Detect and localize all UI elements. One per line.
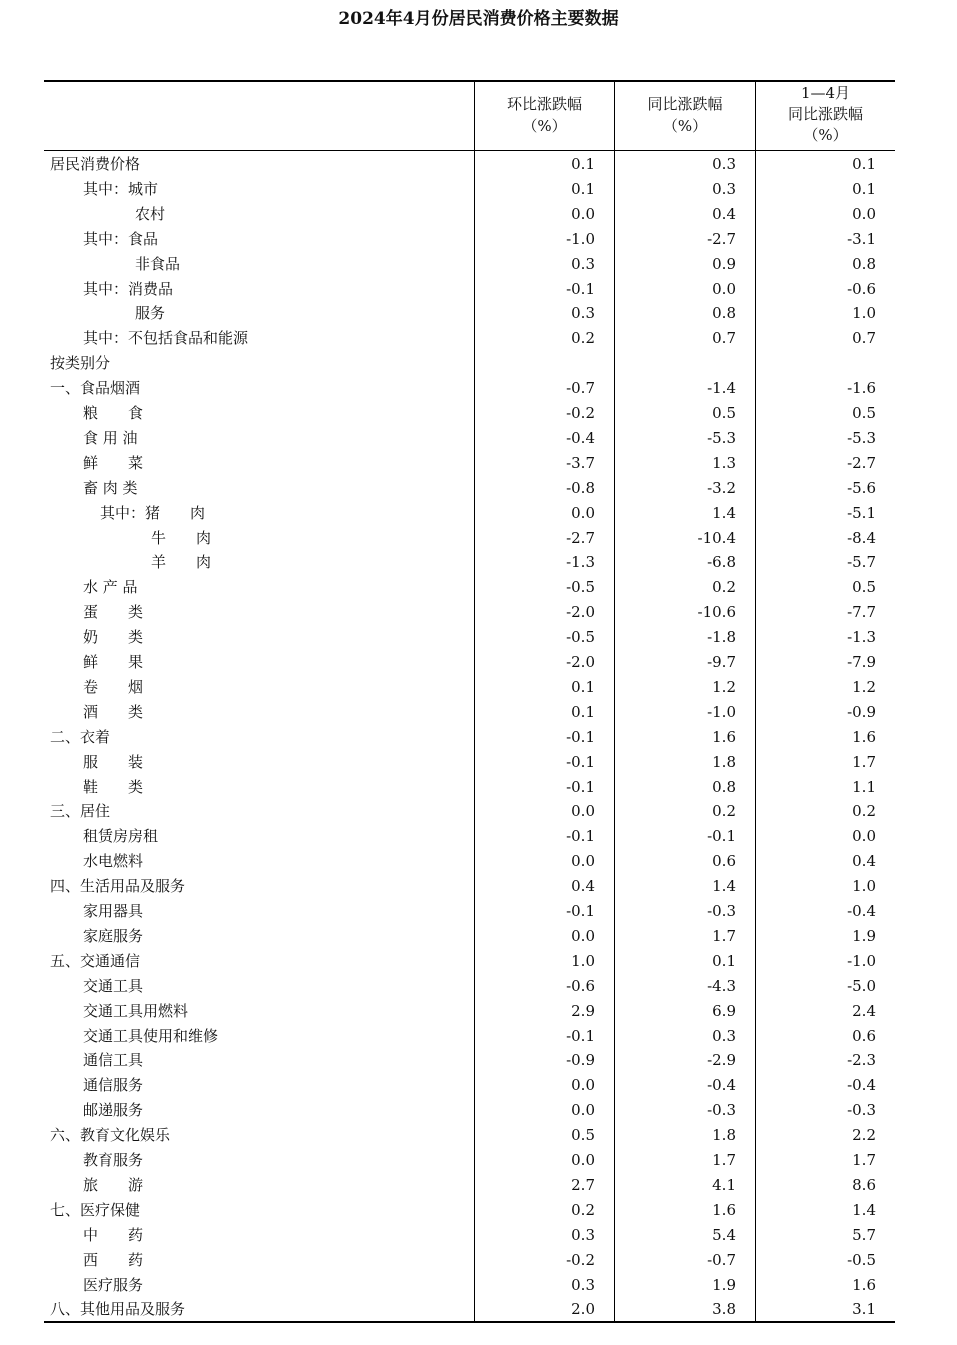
yoy-value: -2.9: [707, 1051, 736, 1070]
yoy-value: -10.4: [697, 528, 736, 547]
row-label: 通信工具: [83, 1051, 144, 1070]
yoy-value: 1.3: [712, 453, 736, 472]
table-row: [44, 451, 895, 476]
row-label: 邮递服务: [83, 1101, 144, 1120]
ytd-value: -0.5: [847, 1250, 876, 1269]
yoy-value: 0.3: [712, 179, 736, 198]
mom-value: -0.9: [566, 1051, 595, 1070]
table-row: [44, 1173, 895, 1198]
ytd-value: 1.0: [852, 877, 876, 896]
yoy-value: -3.2: [707, 478, 736, 497]
ytd-value: -1.0: [847, 951, 876, 970]
yoy-value: 0.8: [712, 777, 736, 796]
mom-value: 0.3: [571, 1225, 595, 1244]
yoy-value: 0.2: [712, 578, 736, 597]
yoy-value: 4.1: [712, 1175, 736, 1194]
ytd-value: -1.3: [847, 628, 876, 647]
mom-value: -2.0: [566, 603, 595, 622]
row-label: 医疗服务: [83, 1275, 144, 1294]
mom-value: -2.7: [566, 528, 595, 547]
ytd-value: -1.6: [847, 379, 876, 398]
row-label: 交通工具: [83, 976, 144, 995]
table-row: [44, 1148, 895, 1173]
table-header-rule: [44, 150, 895, 151]
yoy-value: 6.9: [712, 1001, 736, 1020]
ytd-value: 2.4: [852, 1001, 876, 1020]
row-label: 通信服务: [83, 1076, 144, 1095]
ytd-value: 1.6: [852, 727, 876, 746]
yoy-value: -0.3: [707, 902, 736, 920]
row-label: 农村: [135, 204, 166, 223]
ytd-value: 0.0: [852, 204, 876, 223]
row-label: 鲜 菜: [83, 453, 144, 472]
table-row: [44, 775, 895, 800]
mom-value: -0.7: [566, 379, 595, 398]
table-row: [44, 725, 895, 750]
row-label: 租赁房房租: [83, 827, 159, 846]
header-ytd-period: 1—4月: [800, 84, 851, 102]
row-label: 一、食品烟酒: [50, 379, 141, 398]
ytd-value: 0.2: [852, 802, 876, 821]
table-row: [44, 501, 895, 526]
row-label: 居民消费价格: [50, 155, 141, 173]
header-ytd-unit: （%）: [803, 126, 848, 144]
yoy-value: 1.8: [712, 1126, 736, 1145]
table-row: [44, 1123, 895, 1148]
ytd-value: 0.1: [852, 155, 876, 173]
row-label: 二、衣着: [50, 727, 111, 746]
table-row: [44, 799, 895, 824]
ytd-value: -2.7: [847, 453, 876, 472]
yoy-value: 3.8: [712, 1300, 736, 1319]
mom-value: 0.4: [571, 877, 595, 896]
row-label: 六、教育文化娱乐: [50, 1126, 171, 1145]
table-row: [44, 600, 895, 625]
table-row: [44, 974, 895, 999]
table-row: [44, 526, 895, 551]
yoy-value: -1.0: [707, 702, 736, 721]
table-row: [44, 700, 895, 725]
ytd-value: 8.6: [852, 1175, 876, 1194]
ytd-value: 1.4: [852, 1200, 876, 1219]
mom-value: -0.5: [566, 628, 595, 647]
ytd-value: -5.7: [847, 553, 876, 572]
mom-value: 0.2: [571, 329, 595, 348]
ytd-value: -0.4: [847, 902, 876, 920]
ytd-value: 0.7: [852, 329, 876, 348]
table-row: [44, 152, 895, 177]
mom-value: -1.3: [566, 553, 595, 572]
mom-value: 0.0: [571, 852, 595, 871]
row-label: 八、其他用品及服务: [50, 1300, 186, 1319]
ytd-value: 1.2: [852, 677, 876, 696]
ytd-value: -0.4: [847, 1076, 876, 1095]
ytd-value: 1.7: [852, 752, 876, 771]
mom-value: 0.0: [571, 503, 595, 522]
mom-value: -0.8: [566, 478, 595, 497]
yoy-value: 0.2: [712, 802, 736, 821]
row-label: 鞋 类: [83, 777, 144, 796]
ytd-value: -5.3: [847, 428, 876, 447]
header-mom-line: 环比涨跌幅: [506, 95, 582, 113]
mom-value: -0.5: [566, 578, 595, 597]
mom-value: 0.3: [571, 304, 595, 323]
row-label: 四、生活用品及服务: [50, 877, 186, 896]
yoy-value: 1.2: [712, 677, 736, 696]
row-label: 卷 烟: [83, 677, 144, 696]
table-row: [44, 1273, 895, 1298]
table-top-rule: [44, 80, 895, 82]
row-label: 服 装: [83, 752, 144, 771]
mom-value: -0.1: [566, 827, 595, 846]
yoy-value: 0.5: [712, 404, 736, 422]
yoy-value: -0.1: [707, 827, 736, 846]
ytd-value: -5.1: [847, 503, 876, 522]
ytd-value: -3.1: [847, 229, 876, 248]
header-mom-unit: （%）: [522, 117, 567, 135]
ytd-value: -0.3: [847, 1101, 876, 1120]
row-label: 五、交通通信: [50, 951, 141, 970]
table-row: [44, 1048, 895, 1073]
ytd-value: 0.4: [852, 852, 876, 871]
header-yoy-unit: （%）: [662, 117, 708, 135]
table-row: [44, 177, 895, 202]
table-row: [44, 1073, 895, 1098]
table-row: [44, 924, 895, 949]
row-label: 教育服务: [83, 1151, 144, 1169]
yoy-value: -1.8: [707, 628, 736, 647]
row-label: 奶 类: [83, 628, 144, 647]
yoy-value: 1.9: [712, 1275, 736, 1294]
yoy-value: 0.7: [712, 329, 736, 348]
row-label: 其中：不包括食品和能源: [83, 329, 249, 348]
table-row: [44, 1098, 895, 1123]
ytd-value: -7.7: [847, 603, 876, 622]
yoy-value: 0.4: [712, 204, 736, 223]
row-label: 蛋 类: [83, 603, 144, 622]
mom-value: 0.0: [571, 1101, 595, 1120]
ytd-value: 0.8: [852, 254, 876, 273]
ytd-value: -0.6: [847, 279, 876, 298]
yoy-value: 1.7: [712, 1151, 736, 1169]
page-title: 2024年4月份居民消费价格主要数据: [338, 9, 619, 29]
row-label: 西 药: [83, 1250, 144, 1269]
ytd-value: 1.6: [852, 1275, 876, 1294]
ytd-value: 0.5: [852, 404, 876, 422]
yoy-value: 0.0: [712, 279, 736, 298]
ytd-value: 2.2: [852, 1126, 876, 1145]
ytd-value: 1.0: [852, 304, 876, 323]
row-label: 粮 食: [83, 404, 144, 422]
table-row: [44, 650, 895, 675]
mom-value: 0.1: [571, 702, 595, 721]
ytd-value: 0.6: [852, 1026, 876, 1045]
yoy-value: 1.8: [712, 752, 736, 771]
mom-value: -3.7: [566, 453, 595, 472]
table-row: [44, 277, 895, 302]
row-label: 其中：城市: [83, 179, 159, 198]
mom-value: 0.3: [571, 1275, 595, 1294]
row-label: 交通工具用燃料: [83, 1001, 189, 1020]
row-label: 水电燃料: [83, 852, 144, 871]
mom-value: -0.2: [566, 1250, 595, 1269]
row-label: 家用器具: [83, 902, 144, 920]
mom-value: -1.0: [566, 229, 595, 248]
yoy-value: -4.3: [707, 976, 736, 995]
table-row: [44, 849, 895, 874]
table-row: [44, 1198, 895, 1223]
table-row: [44, 301, 895, 326]
table-row: [44, 351, 895, 376]
yoy-value: 0.3: [712, 155, 736, 173]
table-row: [44, 874, 895, 899]
mom-value: 0.2: [571, 1200, 595, 1219]
row-label: 交通工具使用和维修: [83, 1026, 219, 1045]
ytd-value: 3.1: [852, 1300, 876, 1319]
ytd-value: -5.0: [847, 976, 876, 995]
table-row: [44, 326, 895, 351]
mom-value: 0.0: [571, 1076, 595, 1095]
table-row: [44, 1223, 895, 1248]
yoy-value: 1.4: [712, 877, 736, 896]
mom-value: 0.0: [571, 802, 595, 821]
ytd-value: 1.9: [852, 926, 876, 945]
mom-value: 0.1: [571, 677, 595, 696]
mom-value: 0.0: [571, 926, 595, 945]
mom-value: -0.1: [566, 279, 595, 298]
yoy-value: -9.7: [707, 653, 736, 671]
table-row: [44, 401, 895, 426]
ytd-value: 0.1: [852, 179, 876, 198]
row-label: 家庭服务: [83, 926, 144, 945]
mom-value: 2.0: [571, 1300, 595, 1319]
yoy-value: -0.3: [707, 1101, 736, 1120]
yoy-value: -10.6: [697, 603, 736, 622]
yoy-value: 5.4: [712, 1225, 736, 1244]
yoy-value: 1.7: [712, 926, 736, 945]
row-label: 按类别分: [50, 354, 111, 373]
ytd-value: -5.6: [847, 478, 876, 497]
table-row: [44, 750, 895, 775]
table-row: [44, 227, 895, 252]
row-label: 其中：猪 肉: [100, 503, 206, 522]
yoy-value: 0.6: [712, 852, 736, 871]
mom-value: 2.7: [571, 1175, 595, 1194]
ytd-value: -2.3: [847, 1051, 876, 1070]
mom-value: 0.1: [571, 179, 595, 198]
table-row: [44, 999, 895, 1024]
table-row: [44, 625, 895, 650]
table-row: [44, 252, 895, 277]
row-label: 服务: [135, 304, 166, 323]
mom-value: -0.1: [566, 1026, 595, 1045]
yoy-value: -1.4: [707, 379, 736, 398]
mom-value: -0.2: [566, 404, 595, 422]
table-row: [44, 376, 895, 401]
table-row: [44, 575, 895, 600]
row-label: 食 用 油: [83, 428, 138, 447]
ytd-value: -0.9: [847, 702, 876, 721]
table-row: [44, 202, 895, 227]
table-row: [44, 1024, 895, 1049]
table-row: [44, 1248, 895, 1273]
table-row: [44, 550, 895, 575]
header-ytd-line: 同比涨跌幅: [787, 105, 863, 123]
yoy-value: 1.6: [712, 727, 736, 746]
table-row: [44, 426, 895, 451]
row-label: 酒 类: [83, 702, 144, 721]
mom-value: 0.0: [571, 204, 595, 223]
yoy-value: -0.7: [707, 1250, 736, 1269]
table-row: [44, 949, 895, 974]
mom-value: -0.1: [566, 777, 595, 796]
row-label: 非食品: [135, 254, 181, 273]
yoy-value: 0.3: [712, 1026, 736, 1045]
mom-value: -0.1: [566, 727, 595, 746]
table-row: [44, 899, 895, 924]
table-row: [44, 476, 895, 501]
ytd-value: 1.7: [852, 1151, 876, 1169]
mom-value: 2.9: [571, 1001, 595, 1020]
yoy-value: -5.3: [707, 428, 736, 447]
table-row: [44, 824, 895, 849]
mom-value: 0.3: [571, 254, 595, 273]
ytd-value: 5.7: [852, 1225, 876, 1244]
row-label: 其中：消费品: [83, 279, 174, 298]
row-label: 七、医疗保健: [50, 1200, 141, 1219]
yoy-value: 0.1: [712, 951, 736, 970]
yoy-value: 1.6: [712, 1200, 736, 1219]
header-mom: [475, 93, 614, 137]
yoy-value: -0.4: [707, 1076, 736, 1095]
row-label: 水 产 品: [83, 578, 138, 597]
mom-value: 1.0: [571, 951, 595, 970]
yoy-value: 1.4: [712, 503, 736, 522]
table-row: [44, 1297, 895, 1322]
mom-value: 0.5: [571, 1126, 595, 1145]
mom-value: 0.0: [571, 1151, 595, 1169]
row-label: 三、居住: [50, 802, 111, 821]
yoy-value: -2.7: [707, 229, 736, 248]
header-yoy: [615, 93, 755, 137]
yoy-value: 0.8: [712, 304, 736, 323]
row-label: 中 药: [83, 1225, 144, 1244]
table-row: [44, 675, 895, 700]
mom-value: 0.1: [571, 155, 595, 173]
row-label: 牛 肉: [151, 528, 212, 547]
ytd-value: -8.4: [847, 528, 876, 547]
row-label: 鲜 果: [83, 653, 144, 671]
ytd-value: -7.9: [847, 653, 876, 671]
yoy-value: -6.8: [707, 553, 736, 572]
yoy-value: 0.9: [712, 254, 736, 273]
mom-value: -0.4: [566, 428, 595, 447]
row-label: 羊 肉: [151, 553, 212, 572]
row-label: 旅 游: [83, 1175, 144, 1194]
header-yoy-line: 同比涨跌幅: [647, 95, 723, 113]
mom-value: -2.0: [566, 653, 595, 671]
ytd-value: 0.5: [852, 578, 876, 597]
mom-value: -0.1: [566, 752, 595, 771]
row-label: 畜 肉 类: [83, 478, 138, 497]
mom-value: -0.1: [566, 902, 595, 920]
ytd-value: 0.0: [852, 827, 876, 846]
header-ytd: [756, 83, 895, 146]
ytd-value: 1.1: [852, 777, 876, 796]
row-label: 其中：食品: [83, 229, 159, 248]
mom-value: -0.6: [566, 976, 595, 995]
